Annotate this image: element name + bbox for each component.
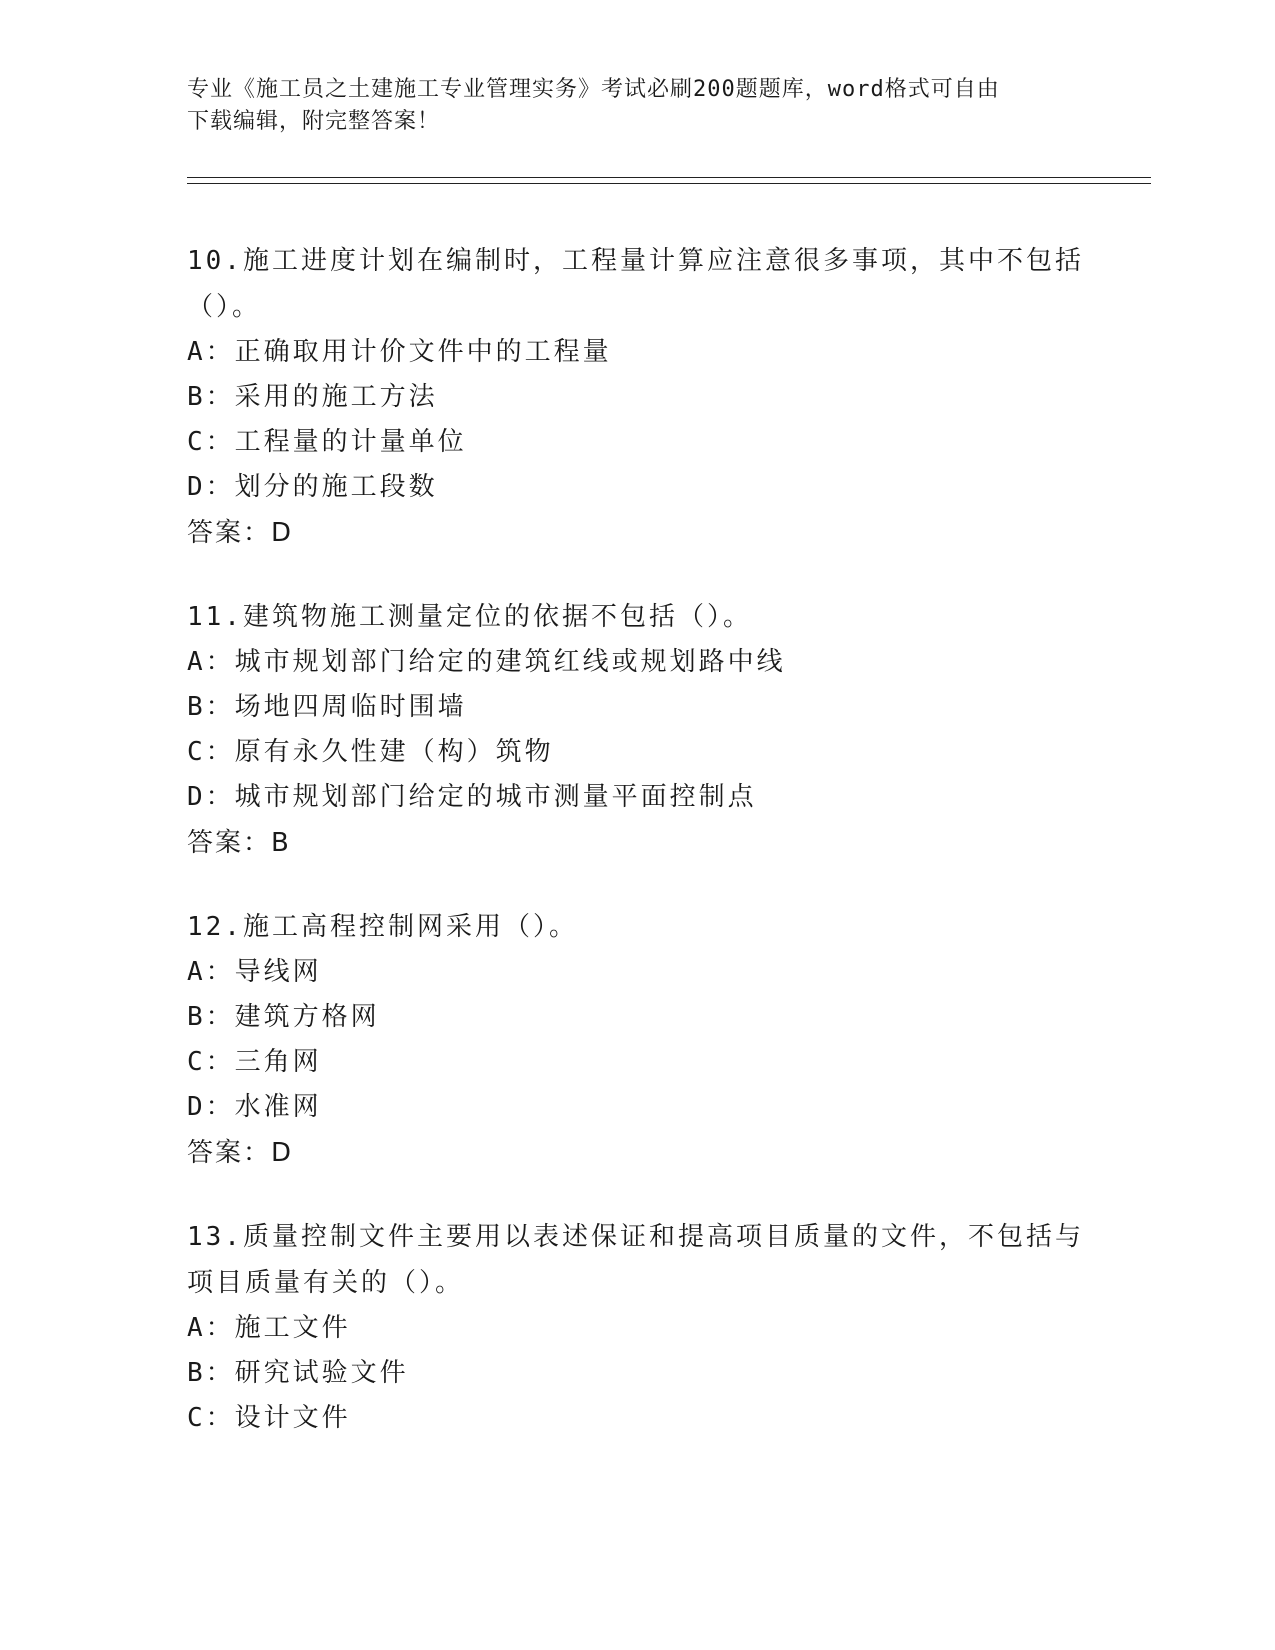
option-a: A：城市规划部门给定的建筑红线或规划路中线 [187,647,786,677]
option-d: D：划分的施工段数 [187,472,438,502]
header-divider-bottom [187,183,1151,184]
option-b: B：场地四周临时围墙 [187,692,467,722]
question-stem-line: 10.施工进度计划在编制时，工程量计算应注意很多事项，其中不包括 [187,246,1084,276]
question-10 [187,238,1087,556]
option-b: B：采用的施工方法 [187,382,438,412]
header-divider-top [187,177,1151,178]
question-stem-line: 13.质量控制文件主要用以表述保证和提高项目质量的文件，不包括与 [187,1222,1084,1252]
answer: 答案：D [187,1138,294,1168]
option-c: C：工程量的计量单位 [187,427,467,457]
option-a: A：施工文件 [187,1313,351,1343]
header-line-2: 下载编辑，附完整答案！ [187,109,441,134]
header-line-1: 专业《施工员之土建施工专业管理实务》考试必刷200题题库，word格式可自由 [187,77,1000,102]
option-d: D：水准网 [187,1092,322,1122]
option-c: C：三角网 [187,1047,322,1077]
question-stem-line: 项目质量有关的（）。 [187,1268,465,1298]
question-stem-line: 12.施工高程控制网采用（）。 [187,912,578,942]
question-11 [187,594,1087,866]
document-header [187,74,1067,138]
answer: 答案：B [187,828,291,858]
question-stem-line: （）。 [187,292,262,322]
option-b: B：建筑方格网 [187,1002,380,1032]
option-c: C：设计文件 [187,1403,351,1433]
option-a: A：导线网 [187,957,322,987]
question-list [187,238,1087,1479]
answer: 答案：D [187,518,294,548]
question-stem-line: 11.建筑物施工测量定位的依据不包括（）。 [187,602,752,632]
question-13 [187,1214,1087,1441]
question-12 [187,904,1087,1176]
option-d: D：城市规划部门给定的城市测量平面控制点 [187,782,757,812]
option-b: B：研究试验文件 [187,1358,409,1388]
option-c: C：原有永久性建（构）筑物 [187,737,554,767]
option-a: A：正确取用计价文件中的工程量 [187,337,612,367]
